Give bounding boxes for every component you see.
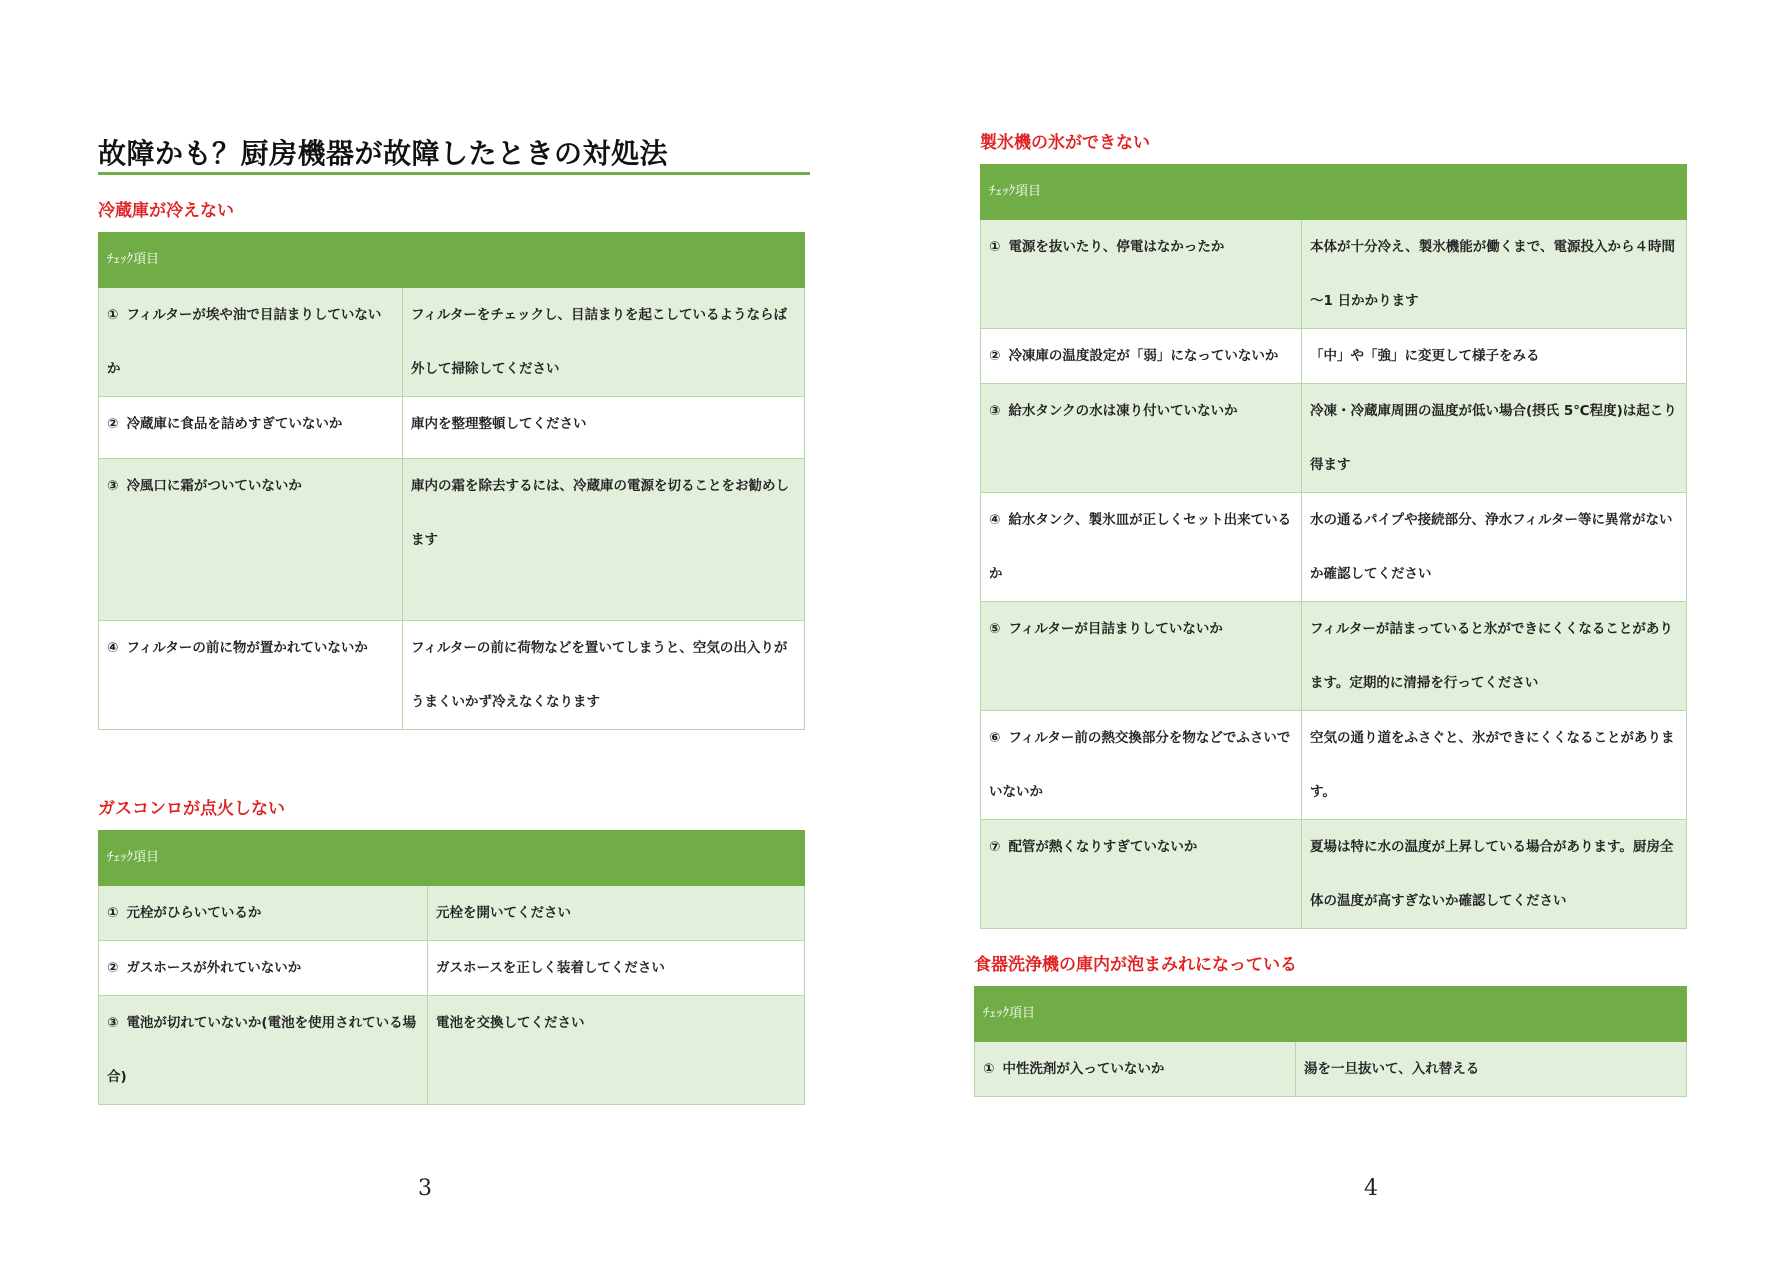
dishwasher-check-table <box>974 986 1687 1097</box>
check-item-cell: ⑦ 配管が熱くなりすぎていないか <box>981 820 1302 929</box>
action-cell: 水の通るパイプや接続部分、浄水フィルター等に異常がないか確認してください <box>1302 493 1687 602</box>
table-row <box>981 820 1687 929</box>
gas-stove-check-table <box>98 830 805 1105</box>
check-item-cell: ② 冷凍庫の温度設定が「弱」になっていないか <box>981 329 1302 384</box>
action-cell: フィルターをチェックし、目詰まりを起こしているようならば外して掃除してください <box>403 288 805 397</box>
table-row <box>975 1042 1687 1097</box>
action-cell: 電池を交換してください <box>428 996 805 1105</box>
table-header: ﾁｪｯｸ項目 <box>981 165 1687 220</box>
section-heading-gas-stove: ガスコンロが点火しない <box>98 799 285 819</box>
table-header: ﾁｪｯｸ項目 <box>99 831 805 886</box>
check-item-cell: ④ 給水タンク、製氷皿が正しくセット出来ているか <box>981 493 1302 602</box>
check-item-cell: ③ 給水タンクの水は凍り付いていないか <box>981 384 1302 493</box>
action-cell: 冷凍・冷蔵庫周囲の温度が低い場合(摂氏 5℃程度)は起こり得ます <box>1302 384 1687 493</box>
table-row <box>981 384 1687 493</box>
action-cell: フィルターの前に荷物などを置いてしまうと、空気の出入りがうまくいかず冷えなくなります <box>403 621 805 730</box>
action-cell: 「中」や「強」に変更して様子をみる <box>1302 329 1687 384</box>
table-row <box>981 493 1687 602</box>
check-item-cell: ① 中性洗剤が入っていないか <box>975 1042 1296 1097</box>
action-cell: 庫内の霜を除去するには、冷蔵庫の電源を切ることをお勧めします <box>403 459 805 621</box>
check-item-cell: ① フィルターが埃や油で目詰まりしていないか <box>99 288 403 397</box>
table-row <box>981 220 1687 329</box>
action-cell: 空気の通り道をふさぐと、氷ができにくくなることがあります。 <box>1302 711 1687 820</box>
page-number: 4 <box>1364 1176 1378 1201</box>
table-row <box>99 397 805 459</box>
table-row <box>99 621 805 730</box>
action-cell: 本体が十分冷え、製氷機能が働くまで、電源投入から４時間～1 日かかります <box>1302 220 1687 329</box>
section-heading-ice-maker: 製氷機の氷ができない <box>980 133 1150 153</box>
check-item-cell: ③ 電池が切れていないか(電池を使用されている場合) <box>99 996 428 1105</box>
table-header: ﾁｪｯｸ項目 <box>99 233 805 288</box>
ice-maker-check-table <box>980 164 1687 929</box>
check-item-cell: ① 元栓がひらいているか <box>99 886 428 941</box>
table-row <box>99 941 805 996</box>
action-cell: 夏場は特に水の温度が上昇している場合があります。厨房全体の温度が高すぎないか確認してください <box>1302 820 1687 929</box>
check-item-cell: ② 冷蔵庫に食品を詰めすぎていないか <box>99 397 403 459</box>
action-cell: フィルターが詰まっていると氷ができにくくなることがあります。定期的に清掃を行ってください <box>1302 602 1687 711</box>
check-item-cell: ⑥ フィルター前の熱交換部分を物などでふさいでいないか <box>981 711 1302 820</box>
section-heading-dishwasher: 食器洗浄機の庫内が泡まみれになっている <box>974 955 1297 975</box>
action-cell: ガスホースを正しく装着してください <box>428 941 805 996</box>
title-underline <box>98 172 810 175</box>
table-row <box>99 996 805 1105</box>
table-row <box>981 711 1687 820</box>
check-item-cell: ⑤ フィルターが目詰まりしていないか <box>981 602 1302 711</box>
table-row <box>981 602 1687 711</box>
action-cell: 元栓を開いてください <box>428 886 805 941</box>
check-item-cell: ② ガスホースが外れていないか <box>99 941 428 996</box>
table-row <box>99 886 805 941</box>
check-item-cell: ① 電源を抜いたり、停電はなかったか <box>981 220 1302 329</box>
page-number: 3 <box>418 1176 432 1201</box>
check-item-cell: ④ フィルターの前に物が置かれていないか <box>99 621 403 730</box>
table-row <box>981 329 1687 384</box>
table-row <box>99 288 805 397</box>
refrigerator-check-table <box>98 232 805 730</box>
section-heading-refrigerator: 冷蔵庫が冷えない <box>98 201 234 221</box>
action-cell: 庫内を整理整頓してください <box>403 397 805 459</box>
table-header: ﾁｪｯｸ項目 <box>975 987 1687 1042</box>
table-row <box>99 459 805 621</box>
page-title: 故障かも？厨房機器が故障したときの対処法 <box>98 137 669 170</box>
action-cell: 湯を一旦抜いて、入れ替える <box>1296 1042 1687 1097</box>
check-item-cell: ③ 冷風口に霜がついていないか <box>99 459 403 621</box>
